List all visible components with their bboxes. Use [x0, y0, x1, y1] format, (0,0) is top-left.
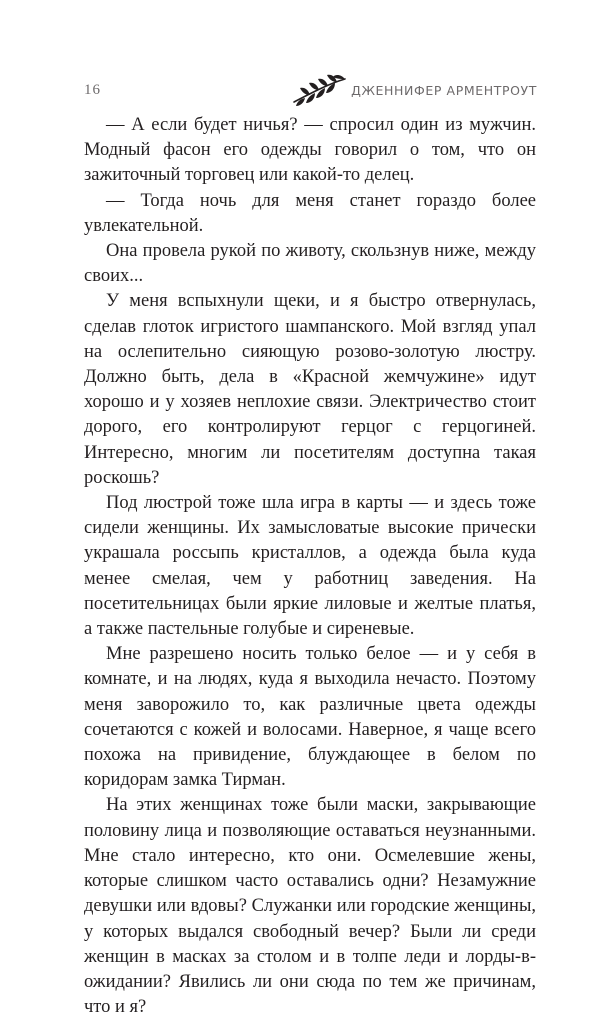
running-head [84, 72, 537, 108]
paragraph: — Тогда ночь для меня станет гораздо более увлекательной. [84, 190, 536, 236]
page-text [84, 113, 536, 1020]
paragraph: — А если будет ничья? — спросил один из мужчин. Модный фасон его одежды говорил о том, что он зажиточный торговец или какой-то делец. [84, 115, 536, 186]
paragraph: На этих женщинах тоже были маски, закрывающие половину лица и позволяющие оставаться неузнанными. Мне стало интересно, кто они. Осмелевшие жены, которые слишком часто оставались одни? Незамужние девушки или вдовы? Служанки или городские женщины, у которых выдался свободный вечер? Были ли среди женщин в масках за столом и в толпе леди и лорды-в-ожидании? Явились ли они сюда по тем же причинам, что и я? [84, 795, 536, 1018]
page-number: 16 [84, 81, 101, 98]
paragraph: Мне разрешено носить только белое — и у себя в комнате, и на людях, куда я выходила нечасто. Поэтому меня заворожило то, как различные цвета одежды сочетаются с кожей и волосами. Наверное, я чаще всего похожа на привидение, блуждающее в белом по коридорам замка Тирман. [84, 644, 536, 791]
laurel-sprig-icon [291, 73, 347, 107]
paragraph: У меня вспыхнули щеки, и я быстро отвернулась, сделав глоток игристого шампанского. Мой взгляд упал на ослепительно сияющую розово-золотую люстру. Должно быть, дела в «Красной жемчужине» идут хорошо и у хозяев неплохие связи. Электричество стоит дорого, его контролируют герцог с герцогиней. Интересно, многим ли посетителям доступна такая роскошь? [84, 291, 536, 488]
author-name: ДЖЕННИФЕР АРМЕНТРОУТ [351, 82, 537, 98]
paragraph: Под люстрой тоже шла игра в карты — и здесь тоже сидели женщины. Их замысловатые высокие прически украшала россыпь кристаллов, а одежда была куда менее смелая, чем у работниц заведения. На посетительницах были яркие лиловые и желтые платья, а также пастельные голубые и сиреневые. [84, 493, 536, 640]
paragraph: Она провела рукой по животу, скользнув ниже, между своих... [84, 241, 536, 287]
author-block [291, 73, 537, 107]
